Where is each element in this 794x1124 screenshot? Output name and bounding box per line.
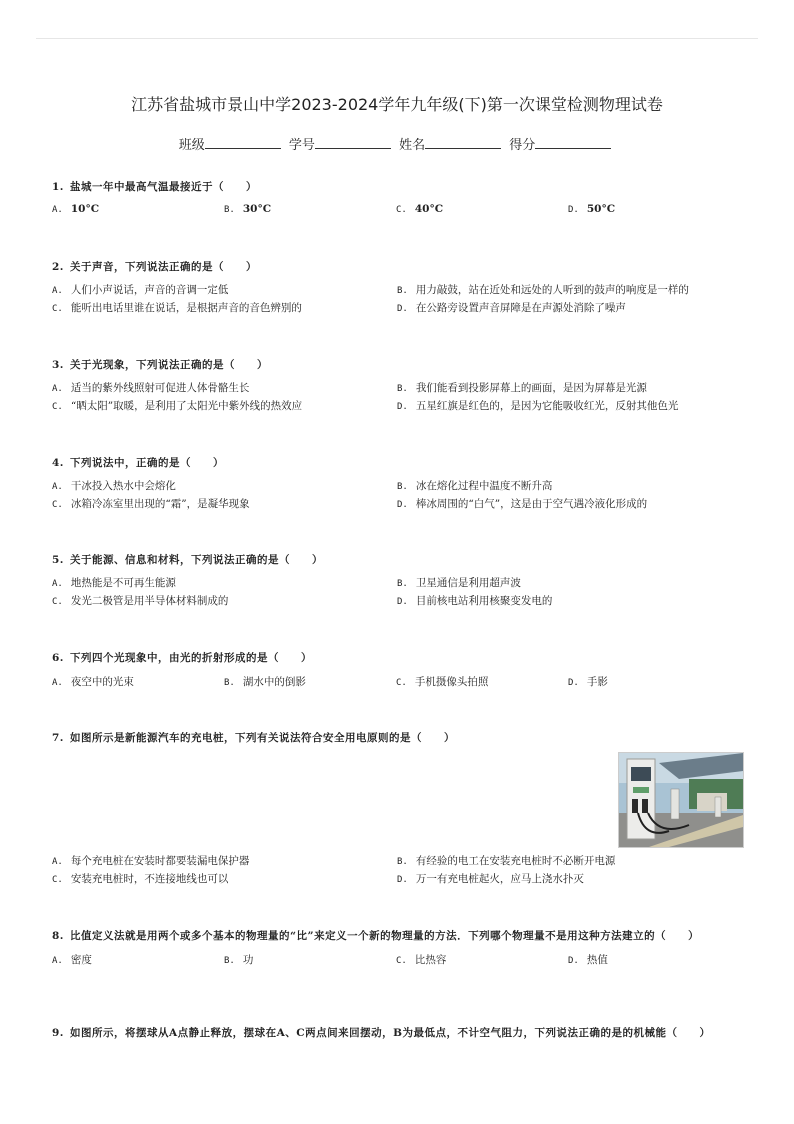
- option-text: 湖水中的倒影: [242, 676, 306, 688]
- question-9: [52, 1024, 752, 1042]
- name-label: 姓名: [399, 138, 426, 153]
- question-8: [52, 927, 752, 967]
- option-text: 棒冰周围的“白气”，这是由于空气遇冷液化形成的: [415, 498, 648, 510]
- option-letter: A.: [52, 857, 63, 867]
- option-text: 夜空中的光束: [70, 676, 134, 688]
- name-blank[interactable]: [425, 136, 501, 149]
- question-number: 6.: [52, 652, 64, 664]
- option-b[interactable]: [397, 479, 742, 495]
- question-7-options: [52, 854, 752, 888]
- question-number: 7.: [52, 732, 64, 744]
- option-letter: D.: [568, 205, 579, 215]
- option-b[interactable]: [397, 283, 742, 299]
- question-number: 4.: [52, 457, 64, 469]
- question-number: 8.: [52, 930, 64, 942]
- option-text: 功: [242, 954, 254, 966]
- option-letter: A.: [52, 956, 63, 966]
- option-text: 地热能是不可再生能源: [70, 577, 176, 589]
- option-a[interactable]: [52, 854, 397, 870]
- class-blank[interactable]: [205, 136, 281, 149]
- option-letter: D.: [397, 875, 408, 885]
- question-4: [52, 454, 752, 513]
- option-c[interactable]: [396, 952, 568, 967]
- option-letter: D.: [568, 678, 579, 688]
- option-text: 用力敲鼓，站在近处和远处的人听到的鼓声的响度是一样的: [415, 284, 689, 296]
- option-letter: B.: [397, 579, 408, 589]
- option-letter: C.: [52, 304, 63, 314]
- question-5: [52, 551, 752, 610]
- option-text: 在公路旁设置声音屏障是在声源处消除了噪声: [415, 302, 626, 314]
- question-number: 9.: [52, 1027, 64, 1039]
- option-text: “晒太阳”取暖，是利用了太阳光中紫外线的热效应: [70, 400, 303, 412]
- option-letter: B.: [397, 482, 408, 492]
- option-a[interactable]: [52, 203, 224, 215]
- option-a[interactable]: [52, 952, 224, 967]
- option-b[interactable]: [224, 674, 396, 689]
- options: [52, 203, 752, 215]
- option-letter: D.: [397, 597, 408, 607]
- option-letter: D.: [397, 304, 408, 314]
- option-text: 手影: [586, 676, 608, 688]
- option-text: 人们小声说话，声音的音调一定低: [70, 284, 229, 296]
- option-letter: A.: [52, 384, 63, 394]
- option-a[interactable]: [52, 674, 224, 689]
- option-c[interactable]: [52, 497, 397, 513]
- option-letter: C.: [396, 678, 407, 688]
- question-6: [52, 649, 752, 689]
- score-blank[interactable]: [535, 136, 611, 149]
- option-letter: C.: [52, 402, 63, 412]
- option-text: 30°C: [242, 203, 272, 215]
- option-letter: B.: [397, 857, 408, 867]
- question-number: 3.: [52, 359, 64, 371]
- option-text: 发光二极管是用半导体材料制成的: [70, 595, 229, 607]
- question-stem: 比值定义法就是用两个或多个基本的物理量的“比”来定义一个新的物理量的方法．下列哪个物理量不是用这种方法建立的（ ）: [70, 930, 700, 942]
- option-letter: A.: [52, 205, 63, 215]
- question-number: 1.: [52, 181, 64, 193]
- option-text: 我们能看到投影屏幕上的画面，是因为屏幕是光源: [415, 382, 647, 394]
- option-text: 有经验的电工在安装充电桩时不必断开电源: [415, 855, 616, 867]
- student-info-line: [0, 134, 794, 153]
- option-text: 冰箱冷冻室里出现的“霜”，是凝华现象: [70, 498, 250, 510]
- option-b[interactable]: [224, 952, 396, 967]
- charging-station-illustration: [619, 753, 743, 847]
- option-letter: C.: [396, 205, 407, 215]
- option-text: 五星红旗是红色的，是因为它能吸收红光，反射其他色光: [415, 400, 679, 412]
- option-text: 10°C: [70, 203, 100, 215]
- option-text: 比热容: [414, 954, 447, 966]
- option-letter: D.: [568, 956, 579, 966]
- option-text: 40°C: [414, 203, 444, 215]
- option-text: 卫星通信是利用超声波: [415, 577, 521, 589]
- question-stem: 如图所示，将摆球从A点静止释放，摆球在A、C两点间来回摆动，B为最低点，不计空气阻力，下列说法正确的是的机械能（ ）: [70, 1027, 711, 1039]
- question-1: [52, 178, 752, 215]
- page-title: 江苏省盐城市景山中学2023-2024学年九年级(下)第一次课堂检测物理试卷: [131, 95, 663, 114]
- option-text: 热值: [586, 954, 608, 966]
- class-label: 班级: [178, 138, 205, 153]
- option-letter: B.: [224, 956, 235, 966]
- options: [52, 381, 752, 415]
- option-d[interactable]: [568, 203, 740, 215]
- option-b[interactable]: [224, 203, 396, 215]
- option-text: 适当的紫外线照射可促进人体骨骼生长: [70, 382, 250, 394]
- option-d[interactable]: [397, 399, 742, 415]
- option-text: 万一有充电桩起火，应马上浇水扑灭: [415, 873, 584, 885]
- option-letter: B.: [397, 384, 408, 394]
- option-text: 安装充电桩时，不连接地线也可以: [70, 873, 229, 885]
- option-letter: D.: [397, 500, 408, 510]
- score-label: 得分: [509, 138, 536, 153]
- option-d[interactable]: [397, 497, 742, 513]
- question-stem: 如图所示是新能源汽车的充电桩，下列有关说法符合安全用电原则的是（ ）: [70, 732, 455, 744]
- option-a[interactable]: [52, 479, 397, 495]
- option-letter: A.: [52, 678, 63, 688]
- question-stem: 关于声音，下列说法正确的是（ ）: [70, 261, 257, 273]
- option-text: 50°C: [586, 203, 616, 215]
- question-stem: 关于光现象，下列说法正确的是（ ）: [70, 359, 268, 371]
- option-b[interactable]: [397, 576, 742, 592]
- option-text: 能听出电话里谁在说话，是根据声音的音色辨别的: [70, 302, 302, 314]
- option-letter: B.: [224, 678, 235, 688]
- option-letter: C.: [52, 597, 63, 607]
- question-stem: 盐城一年中最高气温最接近于（ ）: [70, 181, 257, 193]
- option-text: 冰在熔化过程中温度不断升高: [415, 480, 553, 492]
- option-d[interactable]: [568, 674, 740, 689]
- option-b[interactable]: [397, 381, 742, 397]
- option-letter: C.: [396, 956, 407, 966]
- option-letter: A.: [52, 286, 63, 296]
- option-c[interactable]: [52, 399, 397, 415]
- question-3: [52, 356, 752, 415]
- option-letter: B.: [397, 286, 408, 296]
- options: [52, 283, 752, 317]
- option-letter: D.: [397, 402, 408, 412]
- student-id-blank[interactable]: [315, 136, 391, 149]
- options: [52, 952, 752, 967]
- option-a[interactable]: [52, 381, 397, 397]
- option-c[interactable]: [396, 203, 568, 215]
- option-letter: A.: [52, 482, 63, 492]
- top-divider: [36, 38, 758, 39]
- question-number: 5.: [52, 554, 64, 566]
- options: [52, 674, 752, 689]
- option-c[interactable]: [396, 674, 568, 689]
- option-a[interactable]: [52, 576, 397, 592]
- option-d[interactable]: [397, 872, 742, 888]
- option-c[interactable]: [52, 594, 397, 610]
- question-stem: 下列四个光现象中，由光的折射形成的是（ ）: [70, 652, 312, 664]
- option-c[interactable]: [52, 872, 397, 888]
- charging-station-photo: [618, 752, 744, 848]
- option-letter: B.: [224, 205, 235, 215]
- option-d[interactable]: [397, 301, 742, 317]
- option-text: 每个充电桩在安装时都要装漏电保护器: [70, 855, 250, 867]
- option-text: 密度: [70, 954, 92, 966]
- option-c[interactable]: [52, 301, 397, 317]
- option-text: 干冰投入热水中会熔化: [70, 480, 176, 492]
- option-d[interactable]: [397, 594, 742, 610]
- option-text: 目前核电站利用核聚变发电的: [415, 595, 553, 607]
- option-text: 手机摄像头拍照: [414, 676, 489, 688]
- options: [52, 479, 752, 513]
- option-d[interactable]: [568, 952, 740, 967]
- options: [52, 854, 752, 888]
- student-id-label: 学号: [288, 138, 315, 153]
- option-letter: C.: [52, 500, 63, 510]
- option-letter: A.: [52, 579, 63, 589]
- question-stem: 下列说法中，正确的是（ ）: [70, 457, 224, 469]
- options: [52, 576, 752, 610]
- option-letter: C.: [52, 875, 63, 885]
- question-7: [52, 729, 752, 747]
- question-stem: 关于能源、信息和材料，下列说法正确的是（ ）: [70, 554, 323, 566]
- question-2: [52, 258, 752, 317]
- option-b[interactable]: [397, 854, 742, 870]
- question-number: 2.: [52, 261, 64, 273]
- option-a[interactable]: [52, 283, 397, 299]
